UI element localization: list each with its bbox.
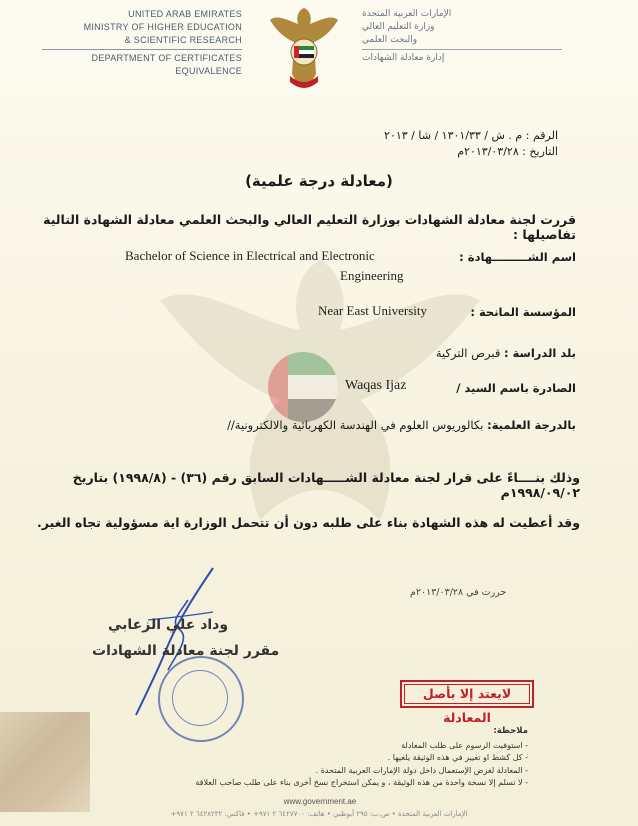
issued-to-label: الصادرة باسم السيد / [456, 381, 576, 395]
stamp-text: لايعتد إلا بأصل المعادلة [422, 686, 512, 725]
header-department-ar: إدارة معادلة الشهادات [362, 49, 562, 65]
country-row [436, 346, 576, 360]
header-department-en: DEPARTMENT OF CERTIFICATES EQUIVALENCE [42, 49, 242, 78]
notes-heading: ملاحظة: [493, 726, 528, 736]
degree-value: بكالوريوس العلوم في الهندسة الكهربائية والالكترونية// [227, 418, 484, 432]
reference-number: الرقم : م . ش / ١٣٠١/٣٣ / شا / ٢٠١٣ [384, 129, 558, 142]
header-ministry-ar: وزارة التعليم العالي [362, 22, 435, 32]
hologram-emblem-icon [0, 712, 90, 812]
reference-date: التاريخ : ٢٠١٣/٠٣/٢٨م [457, 145, 558, 158]
reference-block [384, 128, 558, 160]
header-country-ar: الإمارات العربية المتحدة [362, 9, 452, 19]
flag-watermark-icon [268, 352, 338, 422]
document-title: (معادلة درجة علمية) [245, 172, 393, 190]
original-only-stamp [400, 680, 534, 725]
notes-block [195, 725, 528, 790]
degree-row [227, 418, 576, 432]
certificate-label: اسم الشـــــــــهادة : [459, 250, 576, 264]
footer-contact: الإمارات العربية المتحدة • ص.ب: ٢٩٥ أبوظبي • هاتف: ٦٤٢٧٧٠٠ ٢ ٩٧١+ • فاكس: ٦٤٢٨٢٣٢ ٢ ٩٧١+ [170, 810, 468, 818]
note-item: - كل كشط او تغيير في هذه الوثيقة يلغيها . [387, 753, 528, 762]
certificate-value-line2: Engineering [340, 268, 404, 283]
uae-eagle-emblem-icon [268, 4, 340, 94]
arabic-header [362, 8, 562, 65]
degree-label: بالدرجة العلمية: [487, 418, 576, 432]
header-ministry-en-2: & SCIENTIFIC RESEARCH [124, 35, 242, 45]
decision-paragraph: وذلك بنــــاءً على قرار لجنة معادلة الشـــــهادات السابق رقم (٣٦) - (١٩٩٨/٨) بتاريخ ١٩٩٨/٠٩/٠٢م [72, 470, 580, 500]
header-country-en: UNITED ARAB EMIRATES [128, 9, 242, 19]
disclaimer-paragraph: وقد أعطيت له هذه الشهادة بناء على طلبه دون أن تتحمل الوزارة اية مسؤولية تجاه الغير. [37, 515, 580, 530]
website-link[interactable]: www.government.ae [283, 797, 357, 806]
intro-text: قررت لجنة معادلة الشهادات بوزارة التعليم العالي والبحث العلمي معادلة الشهادة التالية تفاصيلها : [43, 212, 576, 242]
certificate-value-line1: Bachelor of Science in Electrical and Electronic [125, 248, 375, 263]
country-value: قبرص التركية [435, 346, 501, 360]
signatory-name: وداد علي الزعابي [108, 617, 229, 633]
institution-value: Near East University [318, 303, 428, 318]
header-ministry-ar-2: والبحث العلمي [362, 35, 418, 45]
signatory-title: مقرر لجنة معادلة الشهادات [92, 643, 280, 659]
seal-inner-ring [172, 670, 228, 726]
note-item: - المعادلة لغرض الإستعمال داخل دولة الإمارات العربية المتحدة . [315, 765, 528, 775]
header-ministry-en: MINISTRY OF HIGHER EDUCATION [83, 22, 242, 32]
english-header [42, 8, 242, 78]
country-label: بلد الدراسة : [503, 346, 576, 360]
institution-label: المؤسسة المانحة : [470, 305, 576, 319]
note-item: - استوفيت الرسوم على طلب المعادلة [401, 740, 528, 750]
issued-to-value: Waqas Ijaz [345, 378, 407, 393]
note-item: - لا تسلم إلا نسخة واحدة من هذه الوثيقة ، و يمكن استخراج نسخ أخرى بناء على طلب صاحب العلاقة [195, 778, 528, 787]
issue-date: حررت في ٢٠١٣/٠٣/٢٨م [410, 587, 507, 598]
